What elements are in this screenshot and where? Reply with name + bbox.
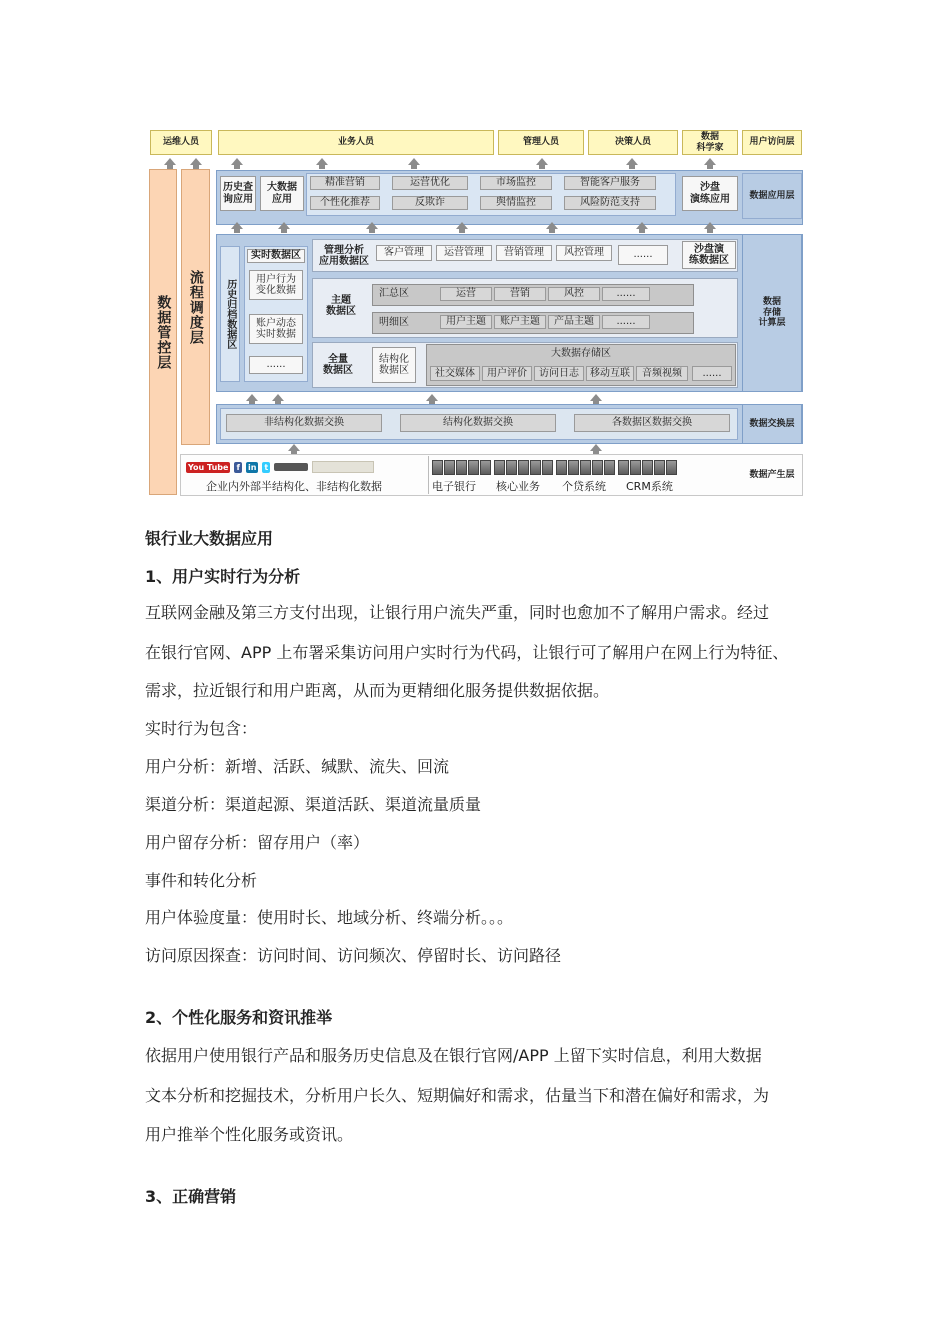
app-item: 智能客户服务 (564, 176, 656, 190)
history-query-app: 历史查 询应用 (220, 176, 256, 211)
social-logos (186, 459, 422, 475)
server-icon (556, 460, 615, 475)
up-arrow (164, 158, 176, 165)
up-arrow (288, 444, 300, 451)
list-item: 访问原因探查：访问时间、访问频次、停留时长、访问路径 (145, 946, 562, 965)
up-arrow (546, 222, 558, 229)
app-item: 市场监控 (480, 176, 552, 190)
up-arrow (456, 222, 468, 229)
up-arrow (536, 158, 548, 165)
list-item: 用户分析：新增、活跃、缄默、流失、回流 (145, 757, 450, 776)
detail-item: 用户主题 (440, 315, 492, 329)
up-arrow (366, 222, 378, 229)
sandbox-data-zone: 沙盘演 练数据区 (682, 241, 736, 269)
bigdata-item: 社交媒体 (430, 366, 480, 381)
app-item: 精准营销 (310, 176, 380, 190)
divider (428, 456, 429, 494)
summary-item: 运营 (440, 287, 492, 301)
role-ops: 运维人员 (150, 130, 212, 155)
paragraph-line: 依据用户使用银行产品和服务历史信息及在银行官网/APP 上留下实时信息，利用大数据 (145, 1046, 762, 1065)
app-item: 反欺诈 (392, 196, 468, 210)
up-arrow (626, 158, 638, 165)
up-arrow (704, 158, 716, 165)
mgmt-item: 营销管理 (496, 245, 552, 261)
list-item: 渠道分析：渠道起源、渠道活跃、渠道流量质量 (145, 795, 482, 814)
external-data-label: 企业内外部半结构化、非结构化数据 (206, 480, 382, 493)
scheduling-layer (181, 169, 210, 445)
structured-data-zone: 结构化 数据区 (372, 347, 416, 383)
facebook-icon: f (236, 462, 240, 472)
device-icon (274, 463, 308, 471)
governance-layer (149, 169, 177, 495)
bigdata-item: ...... (692, 366, 732, 381)
app-item: 运营优化 (392, 176, 468, 190)
up-arrow (190, 158, 202, 165)
summary-item: 风控 (548, 287, 600, 301)
bigdata-item: 移动互联 (586, 366, 634, 381)
app-item: 风险防范支持 (564, 196, 656, 210)
paragraph-line: 在银行官网、APP 上布署采集访问用户实时行为代码，让银行可了解用户在网上行为特征、 (145, 643, 789, 662)
summary-item: 营销 (494, 287, 546, 301)
realtime-data-zone-title: 实时数据区 (247, 249, 305, 263)
system-label: 核心业务 (496, 480, 540, 493)
mgmt-analysis-title: 管理分析 应用数据区 (319, 244, 369, 267)
linkedin-icon: in (247, 462, 257, 472)
system-label: 个贷系统 (562, 480, 606, 493)
system-label: CRM系统 (626, 480, 673, 493)
bigdata-item: 用户评价 (482, 366, 532, 381)
role-decision: 决策人员 (588, 130, 678, 155)
up-arrow (636, 222, 648, 229)
up-arrow (704, 222, 716, 229)
realtime-item: 用户行为 变化数据 (249, 270, 303, 300)
section-heading: 3、正确营销 (145, 1187, 237, 1206)
youtube-icon: You Tube (188, 462, 229, 472)
up-arrow (426, 394, 438, 401)
exchange-item: 非结构化数据交换 (226, 414, 382, 432)
list-item: 用户体验度量：使用时长、地域分析、终端分析。。。 (145, 908, 514, 927)
app-item: 个性化推荐 (310, 196, 380, 210)
bigdata-app: 大数据 应用 (260, 176, 304, 211)
mgmt-item: 风控管理 (556, 245, 612, 261)
full-data-title: 全量 数据区 (323, 353, 353, 376)
up-arrow (590, 394, 602, 401)
up-arrow (590, 444, 602, 451)
server-icon (494, 460, 553, 475)
layer-label-exchange: 数据交换层 (742, 404, 802, 444)
layer-label-storage: 数据 存储 计算层 (742, 234, 802, 392)
exchange-item: 结构化数据交换 (400, 414, 556, 432)
scheduling-layer-label: 流程调度层 (187, 269, 204, 345)
governance-layer-label: 数据管控层 (155, 294, 172, 370)
paragraph-line: 文本分析和挖掘技术，分析用户长久、短期偏好和需求，估量当下和潜在偏好和需求，为 (145, 1086, 770, 1105)
up-arrow (231, 222, 243, 229)
list-item: 用户留存分析：留存用户（率） (145, 833, 370, 852)
exchange-item: 各数据区数据交换 (574, 414, 730, 432)
up-arrow (272, 394, 284, 401)
up-arrow (246, 394, 258, 401)
layer-label-generation: 数据产生层 (749, 469, 795, 480)
summary-zone-label: 汇总区 (379, 288, 409, 300)
paper-icon (312, 461, 374, 473)
up-arrow (408, 158, 420, 165)
list-item: 事件和转化分析 (145, 871, 258, 890)
bigdata-item: 音频视频 (636, 366, 688, 381)
realtime-item: ...... (249, 356, 303, 374)
bigdata-storage-title: 大数据存储区 (551, 348, 611, 360)
mgmt-item: 客户管理 (376, 245, 432, 261)
sandbox-app: 沙盘 演练应用 (682, 176, 738, 211)
section-heading: 1、用户实时行为分析 (145, 567, 301, 586)
architecture-diagram (146, 126, 806, 498)
archive-data-zone-label: 历史归档数据区 (224, 279, 236, 349)
detail-item: 产品主题 (548, 315, 600, 329)
role-data-scientist: 数据 科学家 (682, 130, 738, 155)
detail-item: ...... (602, 315, 650, 329)
section-heading: 2、个性化服务和资讯推举 (145, 1008, 333, 1027)
role-business: 业务人员 (218, 130, 494, 155)
summary-item: ...... (602, 287, 650, 301)
bigdata-item: 访问日志 (534, 366, 584, 381)
paragraph-line: 需求，拉近银行和用户距离，从而为更精细化服务提供数据依据。 (145, 681, 610, 700)
mgmt-item: ...... (618, 245, 668, 265)
up-arrow (316, 158, 328, 165)
twitter-icon: t (264, 462, 269, 472)
list-item: 实时行为包含： (145, 719, 258, 738)
up-arrow (278, 222, 290, 229)
archive-data-zone (220, 246, 240, 382)
paragraph-line: 互联网金融及第三方支付出现，让银行用户流失严重，同时也愈加不了解用户需求。经过 (145, 603, 770, 622)
realtime-item: 账户动态 实时数据 (249, 314, 303, 344)
up-arrow (231, 158, 243, 165)
layer-label-application: 数据应用层 (742, 173, 802, 219)
article-title: 银行业大数据应用 (145, 529, 274, 548)
role-management: 管理人员 (498, 130, 584, 155)
mgmt-item: 运营管理 (436, 245, 492, 261)
layer-label-access: 用户访问层 (742, 130, 802, 155)
server-icon (432, 460, 491, 475)
system-label: 电子银行 (432, 480, 476, 493)
server-icon (618, 460, 677, 475)
app-item: 舆情监控 (480, 196, 552, 210)
detail-zone-label: 明细区 (379, 317, 409, 329)
paragraph-line: 用户推举个性化服务或资讯。 (145, 1125, 354, 1144)
detail-item: 账户主题 (494, 315, 546, 329)
theme-data-title: 主题 数据区 (326, 294, 356, 317)
